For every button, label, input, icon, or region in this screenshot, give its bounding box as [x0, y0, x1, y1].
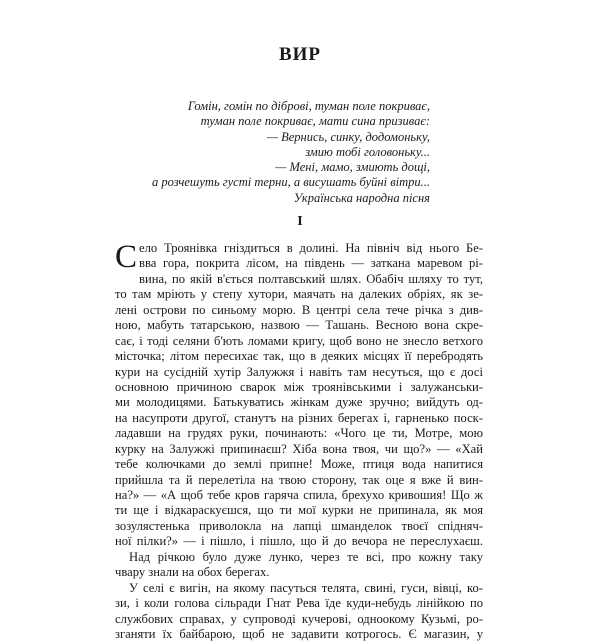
text-line: прийшла та й перелетіла на твою сторону, так оце я вже й вин-: [115, 472, 483, 487]
text-line: на насупроти другої, станутъ на різних берегах і, гарненько поск-: [115, 410, 483, 425]
epigraph-line: туман поле покриває, мати сина призиває:: [200, 114, 430, 129]
chapter-number: І: [297, 214, 303, 229]
text-line: на?» — «А щоб тебе кров гаряча спила, брехухо кривошия! Що ж: [115, 488, 483, 502]
epigraph-source: Українська народна пісня: [293, 190, 430, 205]
drop-cap: С: [115, 239, 138, 275]
text-line: лені острови по синьому морю. В центрі села тече річка з див-: [115, 302, 483, 317]
text-line: зи, і коли голова сільради Гнат Рева їде куди-небудь лінійкою по: [115, 596, 483, 611]
epigraph-line: а розчешуть густі терни, а висушать буйні вітри...: [152, 175, 430, 190]
epigraph-line: Гомін, гомін по діброві, туман поле покриває,: [187, 99, 430, 113]
text-line: ти ще і відкараскуєшся, що ти мої курки не припинала, як моя: [115, 503, 483, 518]
text-line: зозулястенька приволокла на лапці шманделок твоєї спідняч-: [115, 518, 483, 533]
text-line: службових справах, у супроводі кучерові, одноокому Кузьмі, ро-: [115, 611, 483, 626]
text-line: кури на сусідній хутір Залужжя і навіть там несуться, що є досі: [115, 364, 483, 379]
text-line: місточка; літом пересихає так, що в деяких місцях її перебродять: [115, 349, 483, 364]
text-line: вва гора, покрита лісом, на південь — заткана маревом рі-: [139, 256, 483, 271]
text-line: тебе колючками до землі припне! Може, птиця вода напитися: [115, 457, 483, 472]
text-line: У селі є вигін, на якому пасуться телята, свині, гуси, вівці, ко-: [129, 580, 483, 595]
text-line: то там мріють у степу хутори, маячать на далеких обріях, як зе-: [115, 287, 483, 302]
paragraph: [115, 241, 483, 581]
text-line: ми молодицями. Батькуватись жінкам дуже зручно; вийдуть од-: [115, 395, 483, 410]
body-text: [115, 241, 483, 642]
chapter-title: ВИР: [278, 44, 322, 65]
text-line: ною, мабуть татарською, назвою — Ташань. Весною вона скре-: [115, 318, 483, 333]
text-line: зганяти їх байбарою, щоб не задавити котрогось. Є магазин, у: [115, 626, 483, 641]
text-line: вина, по якій в'ється полтавський шлях. Обабіч шляху то тут,: [139, 271, 483, 286]
text-line: ладавши на грудях руки, починають: «Чого це ти, Мотре, мою: [115, 426, 483, 441]
epigraph-line: змию тобі головоньку...: [305, 144, 430, 159]
text-line: чвару знали на обох берегах.: [115, 565, 270, 580]
text-line: Над річкою було дуже лунко, через те всі, про кожну таку: [129, 549, 483, 564]
epigraph-line: — Вернись, синку, додомоньку,: [266, 129, 430, 144]
epigraph-line: — Мені, мамо, змиють дощі,: [275, 160, 430, 175]
text-line: сає, і тоді селяни б'ють ломами кригу, щоб воно не знесло ветхого: [115, 333, 483, 348]
text-line: курку на Залужжі припинаєш? Хіба вона твоя, чи що?» — «Хай: [115, 441, 483, 456]
text-line: основною причиною сварок між троянівськими і залужанськи-: [115, 379, 483, 394]
epigraph: [100, 99, 430, 206]
text-line: ело Троянівка гніздиться в долині. На північ від нього Бе-: [139, 241, 483, 255]
paragraph: [115, 581, 483, 642]
text-line: ної пілки?» — і пішло, і пішло, що й до вечора не переслухаєш.: [115, 534, 483, 549]
